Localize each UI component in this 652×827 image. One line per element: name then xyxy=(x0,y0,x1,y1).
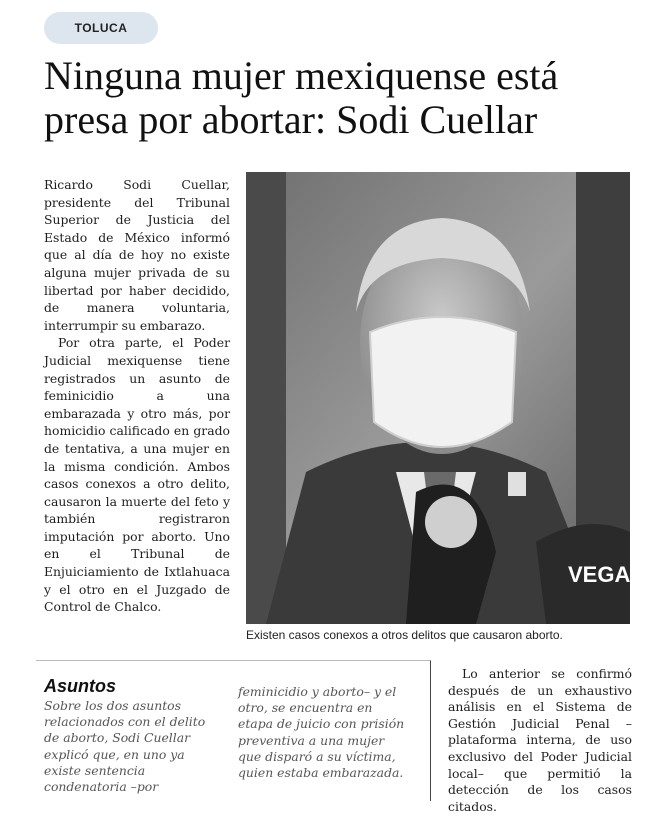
lapel-pin xyxy=(508,472,526,496)
sidebar-title: Asuntos xyxy=(44,676,116,696)
body-paragraph: Por otra parte, el Poder Judicial mexiquense tiene registrados un asunto de feminicidio a una embarazada y otro más, por homicidio calificado en grado de tentativa, a una mujer en la misma condición. Ambos casos conexos a otro delito, causaron la muerte del feto y también registraron imputación por aborto. Uno en el Tribunal de Enjuiciamiento de Ixtlahuaca y el otro en el Juzgado de Control de Chalco. xyxy=(44,335,230,615)
right-column-text: Lo anterior se confirmó después de un exhaustivo análisis en el Sistema de Gestión Judicial Penal –plataforma interna, de uso exclusivo del Poder Judicial local– que permitió la detección de los casos citados. xyxy=(448,666,632,814)
article-photo xyxy=(246,172,630,624)
body-paragraph: Ricardo Sodi Cuellar, presidente del Tribunal Superior de Justicia del Estado de México informó que al día de hoy no existe alguna mujer privada de su libertad por haber decidido, de manera voluntaria, interrumpir su embarazo. xyxy=(44,177,230,333)
section-badge[interactable]: TOLUCA xyxy=(44,12,158,44)
headline: Ninguna mujer mexiquense está presa por abortar: Sodi Cuellar xyxy=(44,53,559,142)
article-body xyxy=(44,176,230,616)
sidebar-text-col1: Sobre los dos asuntos relacionados con el delito de aborto, Sodi Cuellar explicó que, en uno ya existe sentencia condenatoria –por xyxy=(44,698,206,795)
sidebar-text-col2: feminicidio y aborto– y el otro, se encuentra en etapa de juicio con prisión preventiva a una mujer que disparó a su víctima, quien estaba embarazada. xyxy=(238,684,405,781)
photo-illustration xyxy=(246,172,630,624)
photo-caption: Existen casos conexos a otros delitos que causaron aborto. xyxy=(246,628,563,642)
microphone-logo xyxy=(425,496,477,548)
face-mask-shape xyxy=(370,317,516,447)
microphone-text: VEGA xyxy=(568,562,630,587)
